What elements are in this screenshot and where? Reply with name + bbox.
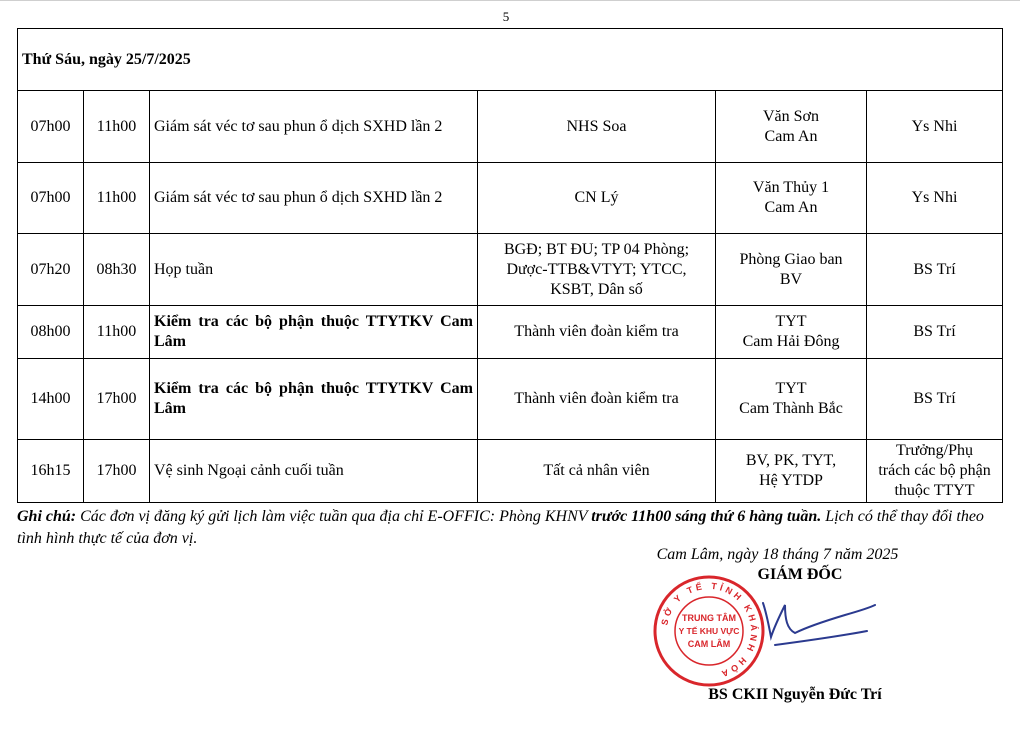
- lead-person: [867, 306, 1003, 359]
- end-time: 11h00: [84, 306, 150, 359]
- activity-content: Kiểm tra các bộ phận thuộc TTYTKV Cam Lâm: [150, 359, 478, 440]
- lead-person-line: BS Trí: [913, 260, 956, 278]
- svg-text:SỞ Y TẾ TỈNH KHÁNH HÒA: SỞ Y TẾ TỈNH KHÁNH HÒA: [659, 580, 760, 680]
- location-line: BV: [779, 270, 803, 288]
- svg-text:CAM LÂM: CAM LÂM: [687, 639, 731, 649]
- participants: [478, 440, 716, 503]
- activity-content: Kiểm tra các bộ phận thuộc TTYTKV Cam Lâm: [150, 306, 478, 359]
- lead-person-line: trách các bộ phận: [878, 462, 991, 479]
- page-number: 5: [502, 9, 510, 24]
- end-time: 11h00: [84, 91, 150, 163]
- activity-content: Họp tuần: [150, 234, 478, 306]
- participants-line: CN Lý: [574, 189, 619, 206]
- schedule-row: [18, 91, 1003, 163]
- svg-text:Y TẾ KHU VỰC: Y TẾ KHU VỰC: [678, 626, 740, 636]
- start-time: 14h00: [18, 359, 84, 440]
- participants: [478, 359, 716, 440]
- participants-line: KSBT, Dân số: [550, 280, 643, 298]
- lead-person-line: BS Trí: [913, 323, 956, 340]
- location-line: Cam Hải Đông: [742, 333, 840, 350]
- start-time: 07h20: [18, 234, 84, 306]
- start-time: 16h15: [18, 440, 84, 503]
- note-text-2: Lịch có thể thay đổi theo tình hình thực tế của đơn vị.: [17, 508, 984, 547]
- lead-person-line: thuộc TTYT: [894, 482, 975, 499]
- schedule-row: [18, 440, 1003, 503]
- location: [716, 163, 867, 234]
- lead-person: [867, 91, 1003, 163]
- end-time: 11h00: [84, 163, 150, 234]
- participants-line: Tất cả nhân viên: [543, 462, 650, 479]
- lead-person: [867, 440, 1003, 503]
- location-line: Văn Sơn: [762, 107, 819, 125]
- place-date: Cam Lâm, ngày 18 tháng 7 năm 2025: [656, 546, 899, 563]
- location: [716, 234, 867, 306]
- location-line: Hệ YTDP: [759, 472, 823, 489]
- svg-text:TRUNG TÂM: TRUNG TÂM: [682, 613, 736, 623]
- location-line: Văn Thủy 1: [752, 179, 830, 196]
- participants-line: Thành viên đoàn kiểm tra: [514, 323, 679, 340]
- location-line: BV, PK, TYT,: [745, 452, 837, 469]
- schedule-row: [18, 306, 1003, 359]
- day-heading-row: [18, 29, 1003, 91]
- participants-line: Dược-TTB&VTYT; YTCC,: [506, 260, 687, 278]
- location-line: Cam Thành Bắc: [739, 400, 843, 417]
- location-line: Cam An: [764, 127, 818, 145]
- official-stamp: [652, 574, 766, 688]
- participants: [478, 234, 716, 306]
- schedule-row: [18, 359, 1003, 440]
- schedule-row: [18, 163, 1003, 234]
- start-time: 07h00: [18, 91, 84, 163]
- location: [716, 91, 867, 163]
- signer-title: GIÁM ĐỐC: [757, 566, 843, 583]
- location-line: TYT: [775, 313, 807, 330]
- page-top-border: [0, 0, 1020, 1]
- location: [716, 440, 867, 503]
- lead-person-line: Trưởng/Phụ: [896, 442, 974, 459]
- note-text-1: Các đơn vị đăng ký gửi lịch làm việc tuần qua địa chỉ E-OFFIC: Phòng KHNV: [76, 508, 592, 525]
- lead-person: [867, 359, 1003, 440]
- activity-content: Vệ sinh Ngoại cảnh cuối tuần: [150, 440, 478, 503]
- schedule-row: [18, 234, 1003, 306]
- schedule-table: [17, 28, 1003, 503]
- location-line: Phòng Giao ban: [739, 250, 843, 268]
- start-time: 08h00: [18, 306, 84, 359]
- signer-name: BS CKII Nguyễn Đức Trí: [708, 686, 882, 703]
- lead-person-line: Ys Nhi: [911, 117, 958, 135]
- participants: [478, 91, 716, 163]
- location: [716, 359, 867, 440]
- lead-person-line: BS Trí: [913, 390, 956, 407]
- location: [716, 306, 867, 359]
- activity-content: Giám sát véc tơ sau phun ổ dịch SXHD lần 2: [150, 91, 478, 163]
- lead-person: [867, 163, 1003, 234]
- participants-line: Thành viên đoàn kiểm tra: [514, 390, 679, 407]
- location-line: TYT: [775, 380, 807, 397]
- lead-person: [867, 234, 1003, 306]
- lead-person-line: Ys Nhi: [911, 189, 958, 206]
- note: [17, 506, 1007, 550]
- location-line: Cam An: [764, 199, 818, 216]
- participants-line: NHS Soa: [566, 117, 627, 135]
- activity-content: Giám sát véc tơ sau phun ổ dịch SXHD lần 2: [150, 163, 478, 234]
- participants: [478, 306, 716, 359]
- note-label: Ghi chú:: [17, 508, 77, 525]
- participants: [478, 163, 716, 234]
- end-time: 17h00: [84, 440, 150, 503]
- end-time: 17h00: [84, 359, 150, 440]
- participants-line: BGĐ; BT ĐU; TP 04 Phòng;: [503, 240, 690, 258]
- signature: [755, 585, 880, 665]
- note-deadline: trước 11h00 sáng thứ 6 hàng tuần.: [591, 508, 822, 525]
- day-heading: Thứ Sáu, ngày 25/7/2025: [18, 29, 1003, 91]
- end-time: 08h30: [84, 234, 150, 306]
- start-time: 07h00: [18, 163, 84, 234]
